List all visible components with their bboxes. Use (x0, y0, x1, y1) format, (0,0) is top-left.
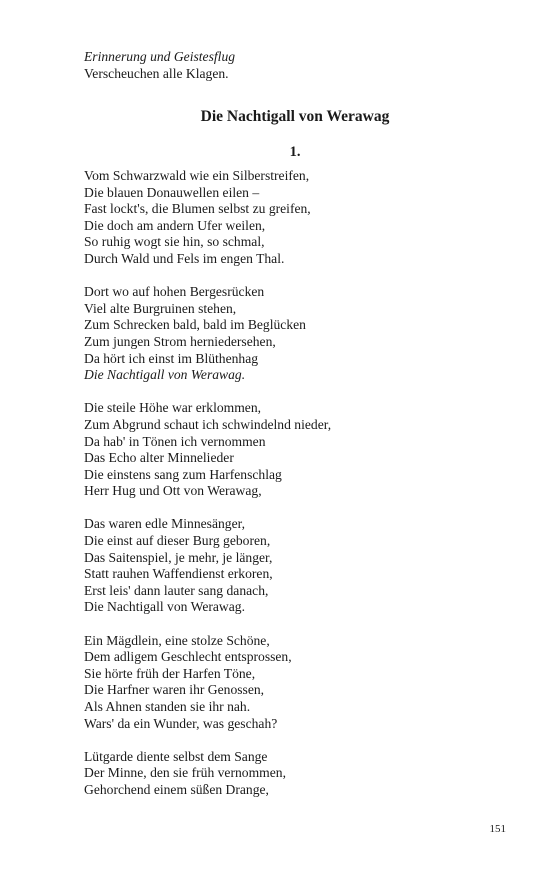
verse-line: Erst leis' dann lauter sang danach, (84, 582, 269, 598)
verse-line: Die doch am andern Ufer weilen, (84, 217, 266, 233)
stanza (84, 400, 484, 500)
verse-line: Dem adligem Geschlecht entsprossen, (84, 649, 292, 665)
verse-line: Als Ahnen standen sie ihr nah. (84, 699, 251, 714)
stanza (84, 749, 484, 799)
verse-line: Zum Abgrund schaut ich schwindelnd nieder, (84, 416, 332, 432)
intro-line: Erinnerung und Geistesflug (84, 49, 236, 64)
verse-line: Die Nachtigall von Werawag. (84, 367, 246, 383)
verse-line: Das Echo alter Minnelieder (84, 450, 234, 466)
verse-line: Die Harfner waren ihr Genossen, (84, 682, 265, 698)
intro-line: Verscheuchen alle Klagen. (84, 65, 229, 81)
verse-line: Die steile Höhe war erklommen, (84, 400, 262, 416)
poem-title: Die Nachtigall von Werawag (200, 108, 390, 125)
verse-line: Das Saitenspiel, je mehr, je länger, (84, 549, 273, 565)
stanza (84, 284, 484, 384)
verse-line: Sie hörte früh der Harfen Töne, (84, 665, 256, 681)
verse-line: Zum Schrecken bald, bald im Beglücken (84, 317, 306, 333)
verse-line: Gehorchend einem süßen Drange, (84, 781, 269, 797)
verse-line: Wars' da ein Wunder, was geschah? (84, 715, 278, 731)
verse-line: Der Minne, den sie früh vernommen, (84, 765, 286, 781)
verse-line: Die blauen Donauwellen eilen – (84, 184, 260, 200)
verse-line: Statt rauhen Waffendienst erkoren, (84, 566, 273, 582)
verse-line: Dort wo auf hohen Bergesrücken (84, 284, 265, 300)
intro-lines (84, 49, 484, 82)
verse-line: Die Nachtigall von Werawag. (84, 599, 245, 615)
verse-line: So ruhig wogt sie hin, so schmal, (84, 234, 265, 250)
verse-line: Da hab' in Tönen ich vernommen (84, 433, 266, 449)
verse-line: Da hört ich einst im Blüthenhag (84, 350, 259, 366)
verse-line: Vom Schwarzwald wie ein Silberstreifen, (84, 168, 310, 183)
verse-line: Lütgarde diente selbst dem Sange (84, 748, 268, 764)
poem-body (84, 168, 484, 799)
stanza (84, 516, 484, 616)
verse-line: Das waren edle Minnesänger, (84, 516, 246, 532)
page-number: 151 (489, 823, 506, 835)
verse-line: Herr Hug und Ott von Werawag, (84, 483, 262, 499)
stanza (84, 633, 484, 733)
verse-line: Die einstens sang zum Harfenschlag (84, 466, 282, 482)
verse-line: Ein Mägdlein, eine stolze Schöne, (84, 632, 270, 648)
section-number: 1. (289, 144, 301, 160)
verse-line: Fast lockt's, die Blumen selbst zu greifen, (84, 201, 311, 217)
verse-line: Die einst auf dieser Burg geboren, (84, 533, 271, 549)
stanza (84, 168, 484, 268)
verse-line: Durch Wald und Fels im engen Thal. (84, 250, 285, 266)
verse-line: Zum jungen Strom herniedersehen, (84, 333, 276, 349)
verse-line: Viel alte Burgruinen stehen, (84, 300, 237, 316)
